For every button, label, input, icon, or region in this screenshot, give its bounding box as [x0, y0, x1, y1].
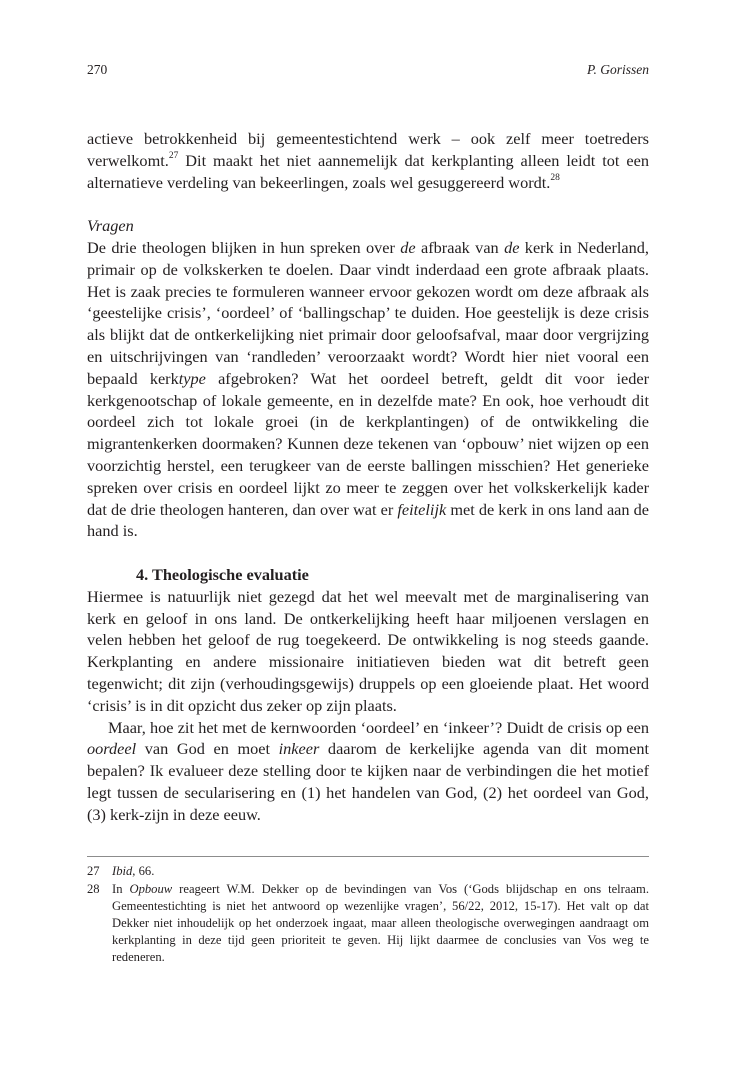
section-heading: 4. Theologische evaluatie: [136, 564, 309, 584]
running-header: [87, 62, 649, 78]
paragraph-vragen: De drie theologen blijken in hun spreken over de afbraak van de kerk in Nederland, primair op de volkskerken te doelen. Daar vindt inderdaad een grote afbraak plaats. Het is zaak precies te formuleren wanneer ervoor gekozen wordt om deze afbraak als ‘geestelijke crisis’, ‘oordeel’ of ‘ballingschap’ te duiden. Hoe geestelijk is deze crisis als blijkt dat de ontkerkelijking niet primair door geloofsafval, maar door vergrijzing en uitschrijvingen van ‘randleden’ veroorzaakt wordt? Wordt hier niet vooral een bepaald kerktype afgebroken? Wat het oordeel betreft, geldt dit voor ieder kerkgenootschap of lokale gemeente, en in dezelfde mate? En ook, hoe verhoudt dit oordeel zich tot lokale groei (in de kerkplantingen) of de ontwikkeling die migrantenkerken doormaken? Kunnen deze tekenen van ‘opbouw’ niet wijzen op een voorzichtig herstel, een terugkeer van de eerste ballingen misschien? Het generieke spreken over crisis en oordeel lijkt zo meer te zeggen over het volkskerkelijk kader dat de drie theologen hanteren, dan over wat er feitelijk met de kerk in ons land aan de hand is.: [87, 237, 649, 541]
paragraph-kernwoorden: Maar, hoe zit het met de kernwoorden ‘oordeel’ en ‘inkeer’? Duidt de crisis op een oordeel van God en moet inkeer daarom de kerkelijke agenda van dit moment bepalen? Ik evalueer deze stelling door te kijken naar de verbindingen die het motief legt tussen de secularisering en (1) het handelen van God, (2) het oordeel van God, (3) kerk-zijn in deze eeuw.: [87, 717, 649, 824]
paragraph-continuation: [87, 128, 649, 193]
footnote-ref-28[interactable]: 28: [550, 173, 560, 184]
footnote-text: Ibid, 66.: [112, 864, 155, 878]
running-author: P. Gorissen: [586, 62, 649, 77]
footnote-ref-27[interactable]: 27: [168, 151, 179, 162]
footnote-number: 28: [87, 882, 100, 896]
footnote-27: [87, 863, 649, 880]
footnote-number: 27: [87, 864, 100, 878]
paragraph-evaluatie: Hiermee is natuurlijk niet gezegd dat het wel meevalt met de marginalisering van kerk en geloof in ons land. De ontkerkelijking heeft haar miljoenen verslagen en velen hebben het geloof de rug toegekeerd. De ontwikkeling is nog steeds gaande. Kerkplanting en andere missionaire initiatieven bieden wat dit betreft geen tegenwicht; dit zijn (verhoudingsgewijs) druppels op een gloeiende plaat. Het woord ‘crisis’ is in dit opzicht dus zeker op zijn plaats.: [87, 586, 649, 715]
text: actieve betrokkenheid bij gemeentestichtend werk – ook zelf meer toetreders verwelkomt.: [87, 129, 649, 170]
footnote-28: [87, 881, 649, 966]
text: Dit maakt het niet aannemelijk dat kerkplanting alleen leidt tot een alternatieve verdeling van bekeerlingen, zoals wel gesuggereerd wordt.: [87, 150, 649, 192]
vragen-heading: Vragen: [87, 216, 134, 236]
page-number: 270: [87, 62, 108, 77]
footnote-divider: [87, 856, 649, 857]
body-text: [87, 128, 649, 826]
footnotes: [87, 863, 649, 967]
footnote-text: In Opbouw reageert W.M. Dekker op de bevindingen van Vos (‘Gods blijdschap en ons telraam. Gemeentestichting is niet het antwoord op wezenlijke vragen’, 56/22, 2012, 15-17). Het valt op dat Dekker niet inhoudelijk op het onderzoek ingaat, maar alleen theologische overwegingen aandraagt om kerkplanting in deze tijd geen prioriteit te geven. Hij lijkt daarmee de conclusies van Vos weg te redeneren.: [112, 882, 650, 964]
